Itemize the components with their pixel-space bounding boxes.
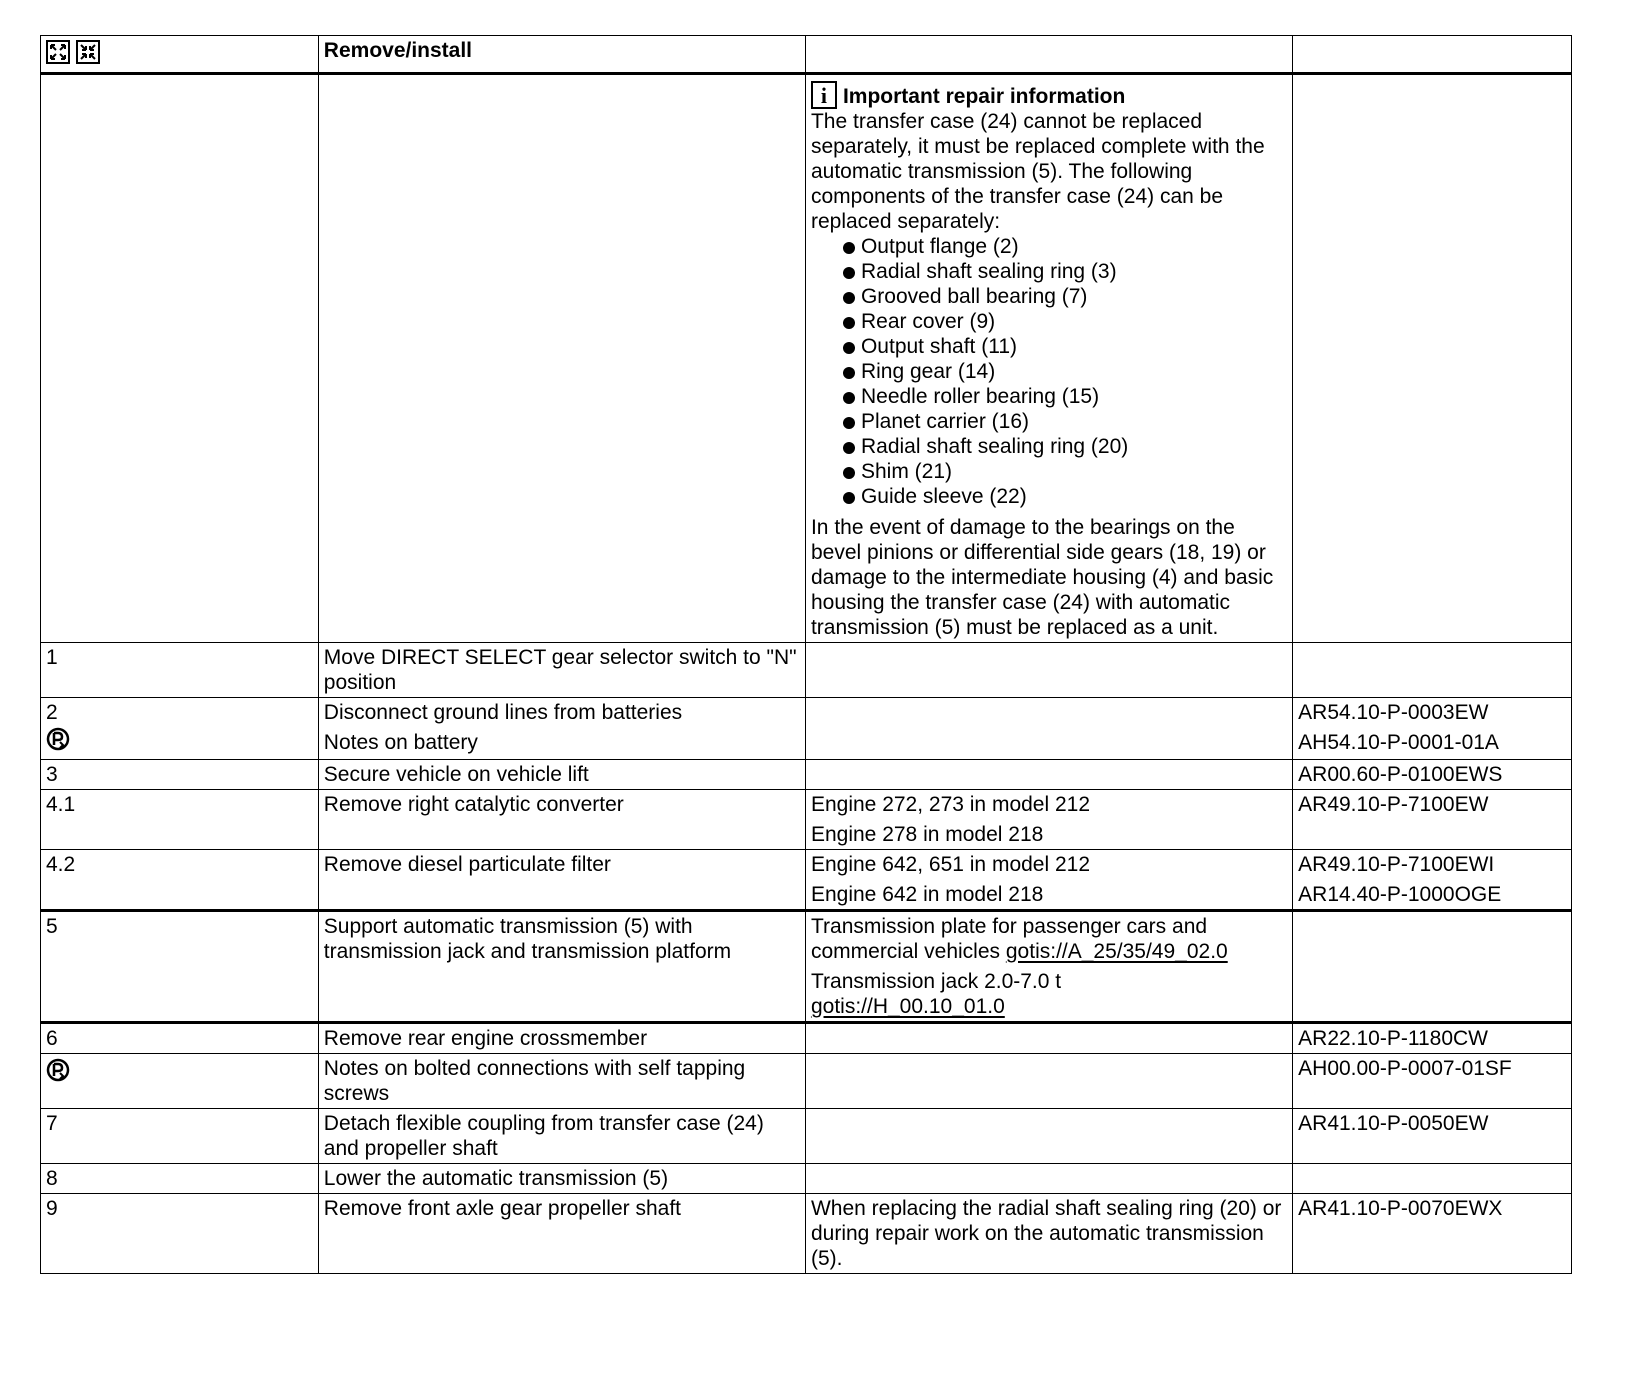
step-action: Remove front axle gear propeller shaft <box>318 1194 805 1274</box>
table-row <box>41 911 1572 1023</box>
header-title: Remove/install <box>318 36 805 74</box>
step-action: Remove right catalytic converter <box>318 790 805 850</box>
document-reference[interactable]: AR14.40-P-1000OGE <box>1298 883 1502 906</box>
header-icons-cell <box>41 36 319 74</box>
table-header-row <box>41 36 1572 74</box>
step-number: 3 <box>41 760 319 790</box>
info-heading: Important repair information <box>842 85 1126 108</box>
document-reference[interactable]: AR41.10-P-0050EW <box>1293 1109 1572 1164</box>
table-row <box>41 760 1572 790</box>
step-action: Move DIRECT SELECT gear selector switch to "N" position <box>318 643 805 698</box>
step-action: Disconnect ground lines from batteries <box>323 701 683 724</box>
header-empty-cell <box>1293 36 1572 74</box>
repair-info-cell <box>805 74 1292 643</box>
table-row <box>41 1164 1572 1194</box>
condition-text: When replacing the radial shaft sealing ring (20) or during repair work on the automatic transmission (5). <box>805 1194 1292 1274</box>
step-action: Support automatic transmission (5) with transmission jack and transmission platform <box>318 911 805 1023</box>
list-item: Ring gear (14) <box>843 359 1287 384</box>
document-reference[interactable]: AR41.10-P-0070EWX <box>1293 1194 1572 1274</box>
step-number: 1 <box>41 643 319 698</box>
condition-text: Engine 272, 273 in model 212 <box>810 793 1091 816</box>
document-reference[interactable]: AH54.10-P-0001-01A <box>1298 731 1499 754</box>
list-item: Rear cover (9) <box>843 309 1287 334</box>
list-item: Radial shaft sealing ring (20) <box>843 434 1287 459</box>
step-action: Remove diesel particulate filter <box>318 850 805 911</box>
repair-procedure-table <box>40 35 1572 1274</box>
list-item: Grooved ball bearing (7) <box>843 284 1287 309</box>
collapse-icon[interactable] <box>76 40 100 64</box>
table-row <box>41 1023 1572 1054</box>
tool-link[interactable]: gotis://H_00.10_01.0 <box>810 995 1005 1018</box>
table-row <box>41 1054 1572 1109</box>
list-item: Guide sleeve (22) <box>843 484 1287 509</box>
note-icon[interactable] <box>46 727 70 751</box>
step-action: Secure vehicle on vehicle lift <box>318 760 805 790</box>
step-number: 5 <box>41 911 319 1023</box>
step-action: Remove rear engine crossmember <box>318 1023 805 1054</box>
tool-link[interactable]: gotis://A_25/35/49_02.0 <box>1005 940 1228 963</box>
info-intro: The transfer case (24) cannot be replaced separately, it must be replaced complete with the automatic transmission (5). The following components of the transfer case (24) can be replaced separately: <box>810 110 1265 233</box>
condition-text: Engine 642, 651 in model 212 <box>810 853 1091 876</box>
table-row <box>41 1109 1572 1164</box>
step-note[interactable]: Notes on battery <box>323 731 478 754</box>
expand-icon[interactable] <box>46 40 70 64</box>
condition-text: Engine 642 in model 218 <box>810 883 1044 906</box>
tool-text: Transmission jack 2.0-7.0 t <box>810 970 1062 993</box>
step-number: 9 <box>41 1194 319 1274</box>
document-reference[interactable]: AH00.00-P-0007-01SF <box>1293 1054 1572 1109</box>
document-reference[interactable]: AR54.10-P-0003EW <box>1298 701 1489 724</box>
condition-text: Engine 278 in model 218 <box>810 823 1044 846</box>
step-action: Lower the automatic transmission (5) <box>318 1164 805 1194</box>
list-item: Needle roller bearing (15) <box>843 384 1287 409</box>
component-list <box>811 234 1287 509</box>
document-reference[interactable]: AR00.60-P-0100EWS <box>1293 760 1572 790</box>
table-row <box>41 1194 1572 1274</box>
table-row <box>41 643 1572 698</box>
document-reference[interactable]: AR49.10-P-7100EWI <box>1298 853 1495 876</box>
list-item: Shim (21) <box>843 459 1287 484</box>
list-item: Planet carrier (16) <box>843 409 1287 434</box>
step-number: 4.2 <box>41 850 319 911</box>
document-reference[interactable]: AR22.10-P-1180CW <box>1293 1023 1572 1054</box>
table-row <box>41 790 1572 850</box>
step-number: 8 <box>41 1164 319 1194</box>
note-icon[interactable] <box>46 1058 70 1082</box>
list-item: Radial shaft sealing ring (3) <box>843 259 1287 284</box>
step-number: 4.1 <box>41 790 319 850</box>
tool-text: Transmission plate for passenger cars and commercial vehicles <box>810 915 1208 963</box>
step-action: Detach flexible coupling from transfer case (24) and propeller shaft <box>318 1109 805 1164</box>
document-reference[interactable]: AR49.10-P-7100EW <box>1293 790 1572 850</box>
header-empty-cell <box>805 36 1292 74</box>
table-row <box>41 850 1572 911</box>
list-item: Output flange (2) <box>843 234 1287 259</box>
info-row <box>41 74 1572 643</box>
step-number: 2 <box>46 701 58 724</box>
table-row <box>41 698 1572 760</box>
info-outro: In the event of damage to the bearings on the bevel pinions or differential side gears (18, 19) or damage to the intermediate housing (4) and basic housing the transfer case (24) with automatic transmission (5) must be replaced as a unit. <box>810 516 1274 639</box>
step-number: 6 <box>41 1023 319 1054</box>
step-number: 7 <box>41 1109 319 1164</box>
info-icon: i <box>811 81 837 109</box>
list-item: Output shaft (11) <box>843 334 1287 359</box>
step-note[interactable]: Notes on bolted connections with self tapping screws <box>318 1054 805 1109</box>
